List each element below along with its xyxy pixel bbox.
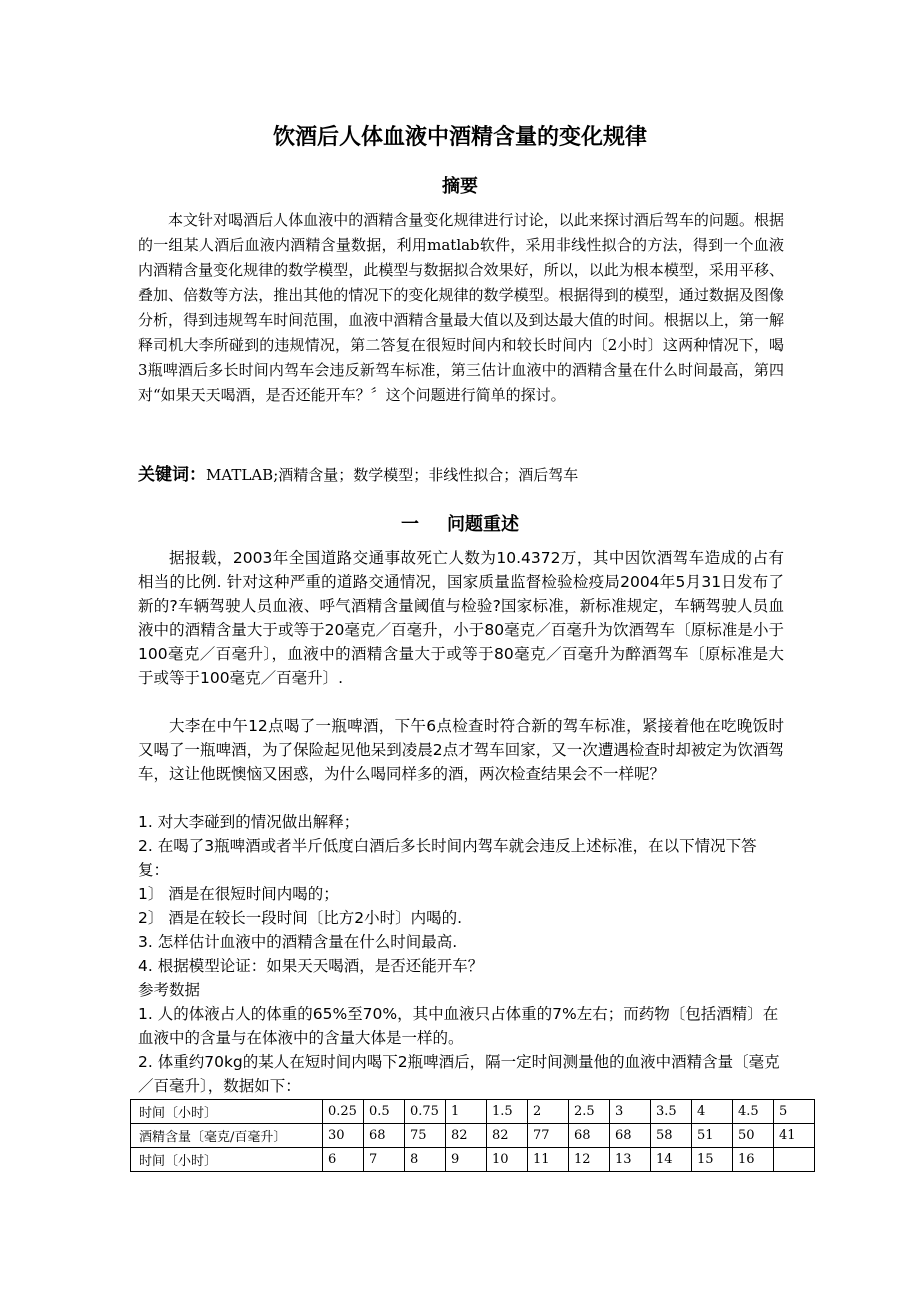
abstract-heading: 摘要 [442, 176, 478, 197]
alcohol-data-table [130, 1099, 815, 1172]
table-row-label: 酒精含量〔毫克/百毫升〕 [131, 1124, 323, 1148]
table-cell: 4.5 [733, 1100, 774, 1124]
table-cell: 50 [733, 1124, 774, 1148]
question-2b: 2〕 酒是在较长一段时间〔比方2小时〕内喝的. [138, 909, 463, 927]
table-cell: 16 [733, 1148, 774, 1172]
table-cell: 6 [323, 1148, 364, 1172]
table-row [131, 1148, 815, 1172]
table-cell: 51 [692, 1124, 733, 1148]
table-row-label: 时间〔小时〕 [131, 1100, 323, 1124]
reference-1: 1. 人的体液占人的体重的65%至70%，其中血液只占体重的7%左右；而药物〔包括酒精〕在血液中的含量与在体液中的含量大体是一样的。 [138, 1005, 779, 1047]
table-cell: 10 [487, 1148, 528, 1172]
table-cell: 30 [323, 1124, 364, 1148]
table-cell: 82 [487, 1124, 528, 1148]
table-cell: 12 [569, 1148, 610, 1172]
table-cell: 68 [610, 1124, 651, 1148]
table-cell: 2.5 [569, 1100, 610, 1124]
table-cell: 3 [610, 1100, 651, 1124]
table-cell: 13 [610, 1148, 651, 1172]
question-4: 4. 根据模型论证：如果天天喝酒，是否还能开车？ [138, 957, 484, 975]
table-cell: 1.5 [487, 1100, 528, 1124]
reference-2: 2. 体重约70kg的某人在短时间内喝下2瓶啤酒后，隔一定时间测量他的血液中酒精含量〔毫克／百毫升〕，数据如下： [138, 1053, 780, 1095]
table-cell: 58 [651, 1124, 692, 1148]
question-1: 1. 对大李碰到的情况做出解释； [138, 813, 360, 831]
background-paragraph: 据报载，2003年全国道路交通事故死亡人数为10.4372万，其中因饮酒驾车造成的占有相当的比例. 针对这种严重的道路交通情况，国家质量监督检验检疫局2004年5月31日发布了新的?车辆驾驶人员血液、呼气酒精含量阈值与检验?国家标准，新标准规定，车辆驾驶人员血液中的酒精含量大于或等于20毫克／百毫升，小于80毫克／百毫升为饮酒驾车〔原标准是小于100毫克／百毫升〕，血液中的酒精含量大于或等于80毫克／百毫升为醉酒驾车〔原标准是大于或等于100毫克／百毫升〕. [138, 549, 784, 687]
section-title: 问题重述 [447, 514, 519, 535]
table-cell: 1 [446, 1100, 487, 1124]
scenario-paragraph: 大李在中午12点喝了一瓶啤酒，下午6点检查时符合新的驾车标准，紧接着他在吃晚饭时又喝了一瓶啤酒，为了保险起见他呆到凌晨2点才驾车回家，又一次遭遇检查时却被定为饮酒驾车，这让他既懊恼又困惑，为什么喝同样多的酒，两次检查结果会不一样呢？ [138, 717, 784, 783]
table-cell: 41 [774, 1124, 815, 1148]
table-cell: 14 [651, 1148, 692, 1172]
question-2: 2. 在喝了3瓶啤酒或者半斤低度白酒后多长时间内驾车就会违反上述标准，在以下情况下答复： [138, 837, 757, 879]
table-row [131, 1100, 815, 1124]
table-cell: 0.75 [405, 1100, 446, 1124]
table-cell: 82 [446, 1124, 487, 1148]
table-cell: 9 [446, 1148, 487, 1172]
section-number: 一 [401, 514, 419, 535]
table-cell: 77 [528, 1124, 569, 1148]
page-title: 饮酒后人体血液中酒精含量的变化规律 [272, 125, 647, 150]
table-cell: 3.5 [651, 1100, 692, 1124]
table-cell: 7 [364, 1148, 405, 1172]
keywords-line [138, 462, 784, 488]
table-cell [774, 1148, 815, 1172]
table-cell: 15 [692, 1148, 733, 1172]
table-cell: 2 [528, 1100, 569, 1124]
table-cell: 8 [405, 1148, 446, 1172]
abstract-paragraph: 本文针对喝酒后人体血液中的酒精含量变化规律进行讨论，以此来探讨酒后驾车的问题。根据的一组某人酒后血液内酒精含量数据，利用matlab软件，采用非线性拟合的方法，得到一个血液内酒精含量变化规律的数学模型，此模型与数据拟合效果好，所以，以此为根本模型，采用平移、叠加、倍数等方法，推出其他的情况下的变化规律的数学模型。根据得到的模型，通过数据及图像分析，得到违规驾车时间范围，血液中酒精含量最大值以及到达最大值的时间。根据以上，第一解释司机大李所碰到的违规情况，第二答复在很短时间内和较长时间内〔2小时〕这两种情况下，喝3瓶啤酒后多长时间内驾车会违反新驾车标准，第三估计血液中的酒精含量在什么时间最高，第四对“如果天天喝酒，是否还能开车？〞这个问题进行简单的探讨。 [138, 211, 784, 404]
table-row [131, 1124, 815, 1148]
keywords-text: MATLAB;酒精含量；数学模型；非线性拟合；酒后驾车 [206, 466, 579, 484]
keywords-label: 关键词： [138, 465, 206, 485]
table-cell: 5 [774, 1100, 815, 1124]
table-cell: 68 [364, 1124, 405, 1148]
table-cell: 11 [528, 1148, 569, 1172]
reference-heading: 参考数据 [138, 981, 201, 999]
section-heading [0, 510, 920, 536]
table-cell: 75 [405, 1124, 446, 1148]
table-cell: 68 [569, 1124, 610, 1148]
table-cell: 0.25 [323, 1100, 364, 1124]
table-cell: 0.5 [364, 1100, 405, 1124]
question-3: 3. 怎样估计血液中的酒精含量在什么时间最高. [138, 933, 458, 951]
table-cell: 4 [692, 1100, 733, 1124]
table-row-label: 时间〔小时〕 [131, 1148, 323, 1172]
question-2a: 1〕 酒是在很短时间内喝的； [138, 885, 339, 903]
